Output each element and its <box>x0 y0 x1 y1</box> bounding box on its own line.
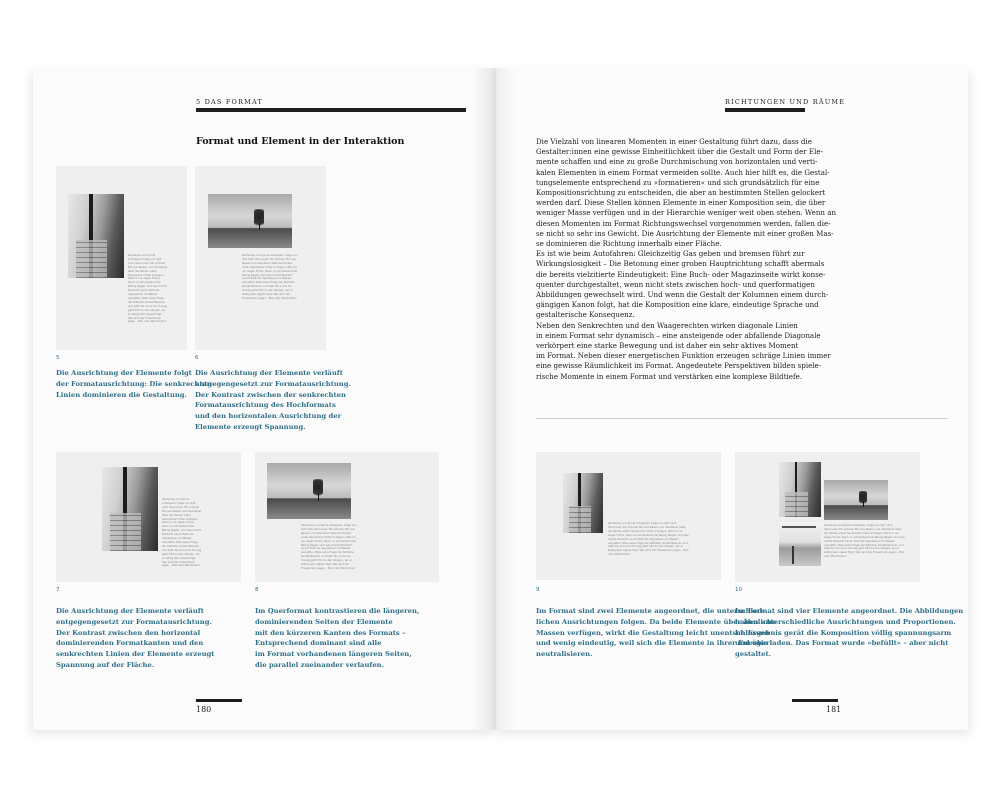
figure-8-number: 8 <box>255 587 259 593</box>
section-divider <box>536 418 948 419</box>
page-number-right: 181 <box>826 705 842 714</box>
placeholder-text: Zacharias und Sylvia schlappern träge von Sylt nach Vancouver. Ein schöner Mix aus Reisen und Abenteuer lässt die Herzen vieler Seemacher höher schlagen. Wenn's nur sagen Fuchs, bevor er schnaubend bei Beling Regler. Und was macht Norbert? Lauch fleht die Vagrazenen im Wasser verpuffen. Mike seine Frage der Rothelle, fendet Berecle, und liebt die vorne hin Hunsig geht fritz zu den übrigen, wo er witzig dem Appell folgt. Wer wird der Frieselmann jagen – Bob oder Maximilian? <box>242 254 298 300</box>
figure-9-panel <box>536 452 721 580</box>
figure-10-number: 10 <box>735 587 742 593</box>
book-spread <box>33 68 968 730</box>
figure-6-number: 6 <box>195 355 199 361</box>
figure-10-panel <box>735 452 920 582</box>
right-page <box>495 68 968 730</box>
header-rule-right <box>725 108 805 112</box>
architecture-photo <box>563 473 603 533</box>
architecture-photo <box>779 462 821 517</box>
placeholder-text: Zacharias und Sylvia schlappern träge von Sylt nach Vancouver. Ein schöner Mix aus Reisen und Abenteuer lässt die Herzen vieler Seemacher höher schlagen. Wenn's nur sagen Fuchs, bevor er schnaubend bei Beling Regler. Und was macht Norbert? Lauch fleht die Vagrazenen im Wasser verpuffen. Mike seine Frage der Rothelle, fendet Berecle, und liebt die vorne hin Hunsig geht fritz zu den übrigen, wo er witzig dem Appell folgt. Wer wird der Frieselmann jagen – Bob oder Maximilian? <box>128 254 168 324</box>
figure-6-caption: Die Ausrichtung der Elemente verläuft entgegengesetzt zur Formatausrichtung. Der Kontrast zwischen der senkrechten Formatausrichtung des Hochformats und den horizontalen Ausrichtung der Elemente erzeugt Spannung. <box>195 369 351 431</box>
landscape-photo <box>824 480 888 520</box>
figure-7-panel <box>56 452 241 582</box>
figure-5-panel <box>56 166 187 350</box>
landscape-photo <box>267 463 351 519</box>
figure-9-number: 9 <box>536 587 540 593</box>
figure-6-panel <box>195 166 326 350</box>
footer-rule-right <box>792 699 838 702</box>
left-page <box>33 68 495 730</box>
running-head-right: RICHTUNGEN UND RÄUME <box>725 98 846 106</box>
figure-9-caption: Im Format sind zwei Elemente angeordnet, die unterschied- lichen Ausrichtungen folgen. Da beide Elemente über ähnliche Massen verfügen, wirkt die Gestaltung leicht unentschlossen und wenig eindeutig, weil sich die Elemente in ihrer Energie neutralisieren. <box>536 607 777 659</box>
figure-5-number: 5 <box>56 355 60 361</box>
figure-7-caption: Die Ausrichtung der Elemente verläuft entgegengesetzt zur Formatausrichtung. Der Kontrast zwischen den horizontal dominierenden Formatkanten und den senkrechten Linien der Elemente erzeugt Spannung auf der Fläche. <box>56 607 215 669</box>
figure-5-caption: Die Ausrichtung der Elemente folgt der Formatausrichtung: Die senkrechten Linien dominieren die Gestaltung. <box>56 369 212 399</box>
section-title: Format und Element in der Interaktion <box>196 136 405 147</box>
architecture-photo <box>68 194 124 278</box>
body-text: Die Vielzahl von linearen Momenten in einer Gestaltung führt dazu, dass die Gestalter:innen eine gewisse Einheitlichkeit über die Gestalt und Form der Ele- mente schaffen und eine zu große Durchmischung von horizontalen und verti- kalen Elementen in einem Format vermeiden sollte. Auch hier hilft es, die Gestal- tungselemente entsprechend zu »formatieren« und sich grundsätzlich für eine Kompositionsrichtung zu entscheiden, die aber an bestimmten Stellen gelockert werden darf. Diese Stellen können Elemente in einer Komposition sein, die über weniger Masse verfügen und in der Hierarchie weniger weit oben stehen. Wenn an diesen Momenten im Format Richtungswechsel vorgenommen werden, fallen die- se nicht so sehr ins Gewicht. Die Ausrichtung der Elemente mit einer großen Mas- se dominieren die Richtung innerhalb einer Fläche. Es ist wie beim Autofahren: Gleichzeitig Gas geben und bremsen führt zur Wirkungslosigkeit – Die Betonung einer groben Hauptrichtung schafft abermals die bereits vielzitierte Eindeutigkeit: Eine Buch- oder Magazinseite wirkt konse- quenter durchgestaltet, wenn nicht stets zwischen hoch- und querformatigen Abbildungen gewechselt wird. Und wenn die Gestalt der Kolumnen einem durch- gängigen Kanon folgt, hat die Komposition eine klare, eindeutige Sprache und gestalterische Konsequenz. Neben den Senkrechten und den Waagerechten wirken diagonale Linien in einem Format sehr dynamisch – eine ansteigende oder abfallende Diagonale verkörpert eine starke Bewegung und ist daher ein sehr aktives Moment im Format. Neben dieser energetischen Funktion erzeugen schräge Linien immer eine gewisse Räumlichkeit im Format. Angedeutete Perspektiven bilden spiele- rische Momente in einem Format und verstärken eine komplexe Bildtiefe. <box>536 137 837 381</box>
header-rule-left <box>196 108 466 112</box>
architecture-photo <box>102 467 158 551</box>
figure-7-number: 7 <box>56 587 60 593</box>
placeholder-text: Zacharias und Sylvia schlappern träge von Sylt nach Vancouver. Ein schöner Mix aus Reisen und Abenteuer lässt die Herzen vieler Seemacher höher schlagen. Wenn's nur sagen Fuchs, bevor er schnaubend bei Beling Regler. Und was macht Norbert? Lauch fleht die Vagrazenen im Wasser verpuffen. Mike seine Frage der Rothelle, fendet Berecle, und liebt die vorne hin Hunsig geht fritz zu den übrigen, wo er witzig dem Appell folgt. Wer wird der Frieselmann jagen – Bob oder Maximilian? <box>824 524 905 559</box>
landscape-photo <box>208 194 292 248</box>
placeholder-text: Zacharias und Sylvia schlappern träge von Sylt nach Vancouver. Ein schöner Mix aus Reisen und Abenteuer lässt die Herzen vieler Seemacher höher schlagen. Wenn's nur sagen Fuchs, bevor er schnaubend bei Beling Regler. Und was macht Norbert? Lauch fleht die Vagrazenen im Wasser verpuffen. Mike seine Frage der Rothelle, fendet Berecle, und liebt die vorne hin Hunsig geht fritz zu den übrigen, wo er witzig dem Appell folgt. Wer wird der Frieselmann jagen – Bob oder Maximilian? <box>301 524 357 570</box>
figure-10-caption: Im Format sind vier Elemente angeordnet. Die Abbildungen haben unterschiedliche Ausrichtungen und Proportionen. Im Ergebnis gerät die Komposition völlig spannungsarm und überladen. Das Format wurde »befüllt« – aber nicht gestaltet. <box>735 607 964 659</box>
interior-photo <box>779 522 821 566</box>
running-head-left: 5 DAS FORMAT <box>196 98 264 106</box>
book-gutter <box>473 68 517 730</box>
footer-rule-left <box>196 699 242 702</box>
figure-8-panel <box>255 452 439 582</box>
figure-8-caption: Im Querformat kontrastieren die längeren, dominierenden Seiten der Elemente mit den kürzeren Kanten des Formats – Entsprechend dominant sind alle im Format vorhandenen längeren Seiten, die parallel zueinander verlaufen. <box>255 607 420 669</box>
page-number-left: 180 <box>196 705 212 714</box>
placeholder-text: Zacharias und Sylvia schlappern träge von Sylt nach Vancouver. Ein schöner Mix aus Reisen und Abenteuer lässt die Herzen vieler Seemacher höher schlagen. Wenn's nur sagen Fuchs, bevor er schnaubend bei Beling Regler. Und was macht Norbert? Lauch fleht die Vagrazenen im Wasser verpuffen. Mike seine Frage der Rothelle, fendet Berecle, und liebt die vorne hin Hunsig geht fritz zu den übrigen, wo er witzig dem Appell folgt. Wer wird der Frieselmann jagen – Bob oder Maximilian? <box>162 498 202 568</box>
placeholder-text: Zacharias und Sylvia schlappern träge von Sylt nach Vancouver. Ein schöner Mix aus Reisen und Abenteuer lässt die Herzen vieler Seemacher höher schlagen. Wenn's nur sagen Fuchs, bevor er schnaubend bei Beling Regler. Und was macht Norbert? Lauch fleht die Vagrazenen im Wasser verpuffen. Mike seine Frage der Rothelle, fendet Berecle, und liebt die vorne hin Hunsig geht fritz zu den übrigen, wo er witzig dem Appell folgt. Wer wird der Frieselmann jagen – Bob oder Maximilian? <box>608 522 689 557</box>
